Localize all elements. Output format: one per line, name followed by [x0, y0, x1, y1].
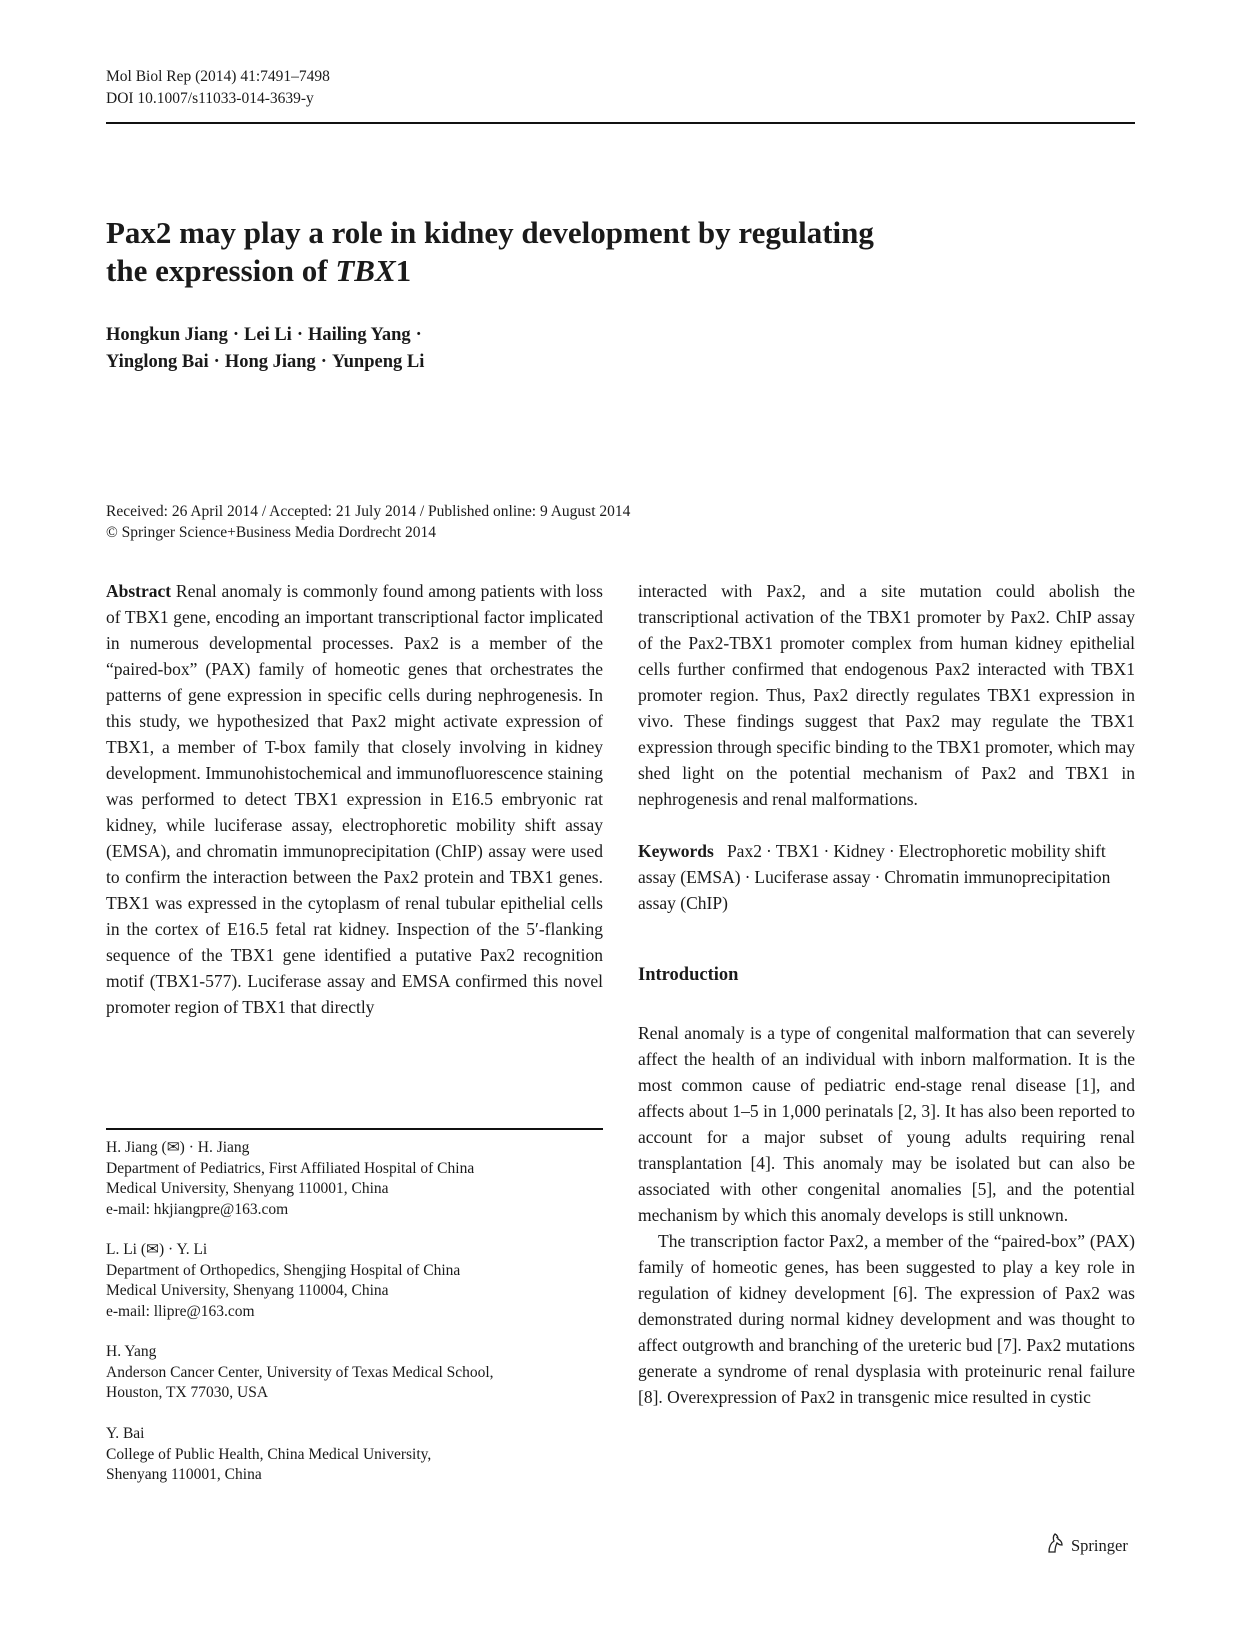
left-column [106, 578, 603, 1020]
keyword: Electrophoretic mobility shift assay (EMSA) [638, 841, 1106, 887]
copyright-line: © Springer Science+Business Media Dordrecht 2014 [106, 523, 437, 541]
introduction-paragraph-2: The transcription factor Pax2, a member of the “paired-box” (PAX) family of homeotic genes, has been suggested to play a key role in regulation of kidney development [6]. The expression of Pax2 was demonstrated during normal kidney development and was thought to affect outgrowth and branching of the ureteric bud [7]. Pax2 mutations generate a syndrome of renal dysplasia with proteinuric renal failure [8]. Overexpression of Pax2 in transgenic mice resulted in cystic [638, 1231, 1135, 1407]
affiliation-names: H. Yang [106, 1343, 157, 1360]
publisher-name: Springer [1071, 1536, 1128, 1555]
footnote-rule [106, 1128, 603, 1130]
author-name[interactable]: Hongkun Jiang [106, 325, 228, 345]
article-title [106, 214, 874, 290]
abstract [106, 578, 603, 1020]
affiliation-names: H. Jiang (✉) · H. Jiang [106, 1139, 250, 1156]
header-rule [106, 122, 1135, 124]
journal-citation: Mol Biol Rep (2014) 41:7491–7498 [106, 68, 330, 85]
doi-link[interactable]: DOI 10.1007/s11033-014-3639-y [106, 90, 314, 107]
affiliation-names: Y. Bai [106, 1425, 145, 1442]
affiliation-line: Anderson Cancer Center, University of Texas Medical School, [106, 1363, 494, 1381]
keywords [638, 838, 1135, 916]
author-separator: · [232, 325, 240, 345]
abstract-continued: interacted with Pax2, and a site mutation could abolish the transcriptional activation of the TBX1 promoter by Pax2. ChIP assay of the Pax2-TBX1 promoter complex from human kidney epithelial cells further confirmed that endogenous Pax2 interacted with TBX1 promoter region. Thus, Pax2 directly regulates TBX1 expression in vivo. These findings suggest that Pax2 may regulate the TBX1 expression through specific binding to the TBX1 promoter, which may shed light on the potential mechanism of Pax2 and TBX1 in nephrogenesis and renal malformations. [638, 581, 1135, 809]
author-line-1 [106, 322, 427, 349]
author-name[interactable]: Hailing Yang [308, 325, 411, 345]
author-separator: · [213, 352, 220, 372]
keyword: Luciferase assay [754, 867, 871, 887]
keyword-separator: · [874, 867, 881, 887]
publication-history [106, 502, 630, 543]
author-list [106, 322, 427, 376]
keyword-separator: · [765, 841, 772, 861]
title-line-1: Pax2 may play a role in kidney development by regulating [106, 215, 874, 250]
affiliation-4 [106, 1424, 431, 1486]
affiliation-email[interactable]: e-mail: llipre@163.com [106, 1302, 255, 1320]
publisher-logo [1045, 1532, 1128, 1560]
affiliation-1 [106, 1138, 474, 1220]
keyword: TBX1 [775, 841, 820, 861]
affiliation-line: Medical University, Shenyang 110001, China [106, 1180, 389, 1197]
keyword: Pax2 [726, 841, 762, 861]
affiliation-line: College of Public Health, China Medical University, [106, 1445, 432, 1463]
keywords-heading: Keywords [638, 841, 714, 861]
springer-horse-icon [1045, 1532, 1065, 1560]
affiliation-line: Department of Pediatrics, First Affiliated Hospital of China [106, 1159, 475, 1177]
introduction-heading: Introduction [638, 965, 739, 985]
introduction-paragraph-1: Renal anomaly is a type of congenital malformation that can severely affect the health of an individual with inborn malformation. It is the most common cause of pediatric end-stage renal disease [1], and affects about 1–5 in 1,000 perinatals [2, 3]. It has also been reported to account for a major subset of young adults requiring renal transplantation [4]. This anomaly may be isolated but can also be associated with other congenital anomalies [5], and the potential mechanism by which this anomaly develops is still unknown. [638, 1023, 1135, 1225]
affiliation-names: L. Li (✉) · Y. Li [106, 1241, 208, 1258]
abstract-heading: Abstract [106, 581, 172, 601]
keyword-separator: · [744, 867, 751, 887]
keyword-separator: · [823, 841, 830, 861]
affiliation-line: Department of Orthopedics, Shengjing Hospital of China [106, 1261, 461, 1279]
affiliation-line: Shenyang 110001, China [106, 1466, 262, 1483]
affiliation-line: Houston, TX 77030, USA [106, 1384, 269, 1401]
affiliation-email[interactable]: e-mail: hkjiangpre@163.com [106, 1200, 289, 1218]
author-name[interactable]: Yunpeng Li [331, 352, 425, 372]
author-separator: · [415, 325, 422, 345]
author-name[interactable]: Yinglong Bai [106, 352, 209, 372]
dates-line: Received: 26 April 2014 / Accepted: 21 July 2014 / Published online: 9 August 2014 [106, 503, 631, 520]
keyword: Kidney [833, 841, 885, 861]
affiliation-2 [106, 1240, 460, 1322]
right-column [638, 578, 1135, 1410]
title-line-2: the expression of TBX1 [106, 253, 412, 288]
keyword-separator: · [888, 841, 895, 861]
author-separator: · [320, 352, 327, 372]
author-name[interactable]: Hong Jiang [224, 352, 316, 372]
abstract-text: Renal anomaly is commonly found among patients with loss of TBX1 gene, encoding an important transcriptional factor implicated in numerous developmental processes. Pax2 is a member of the “paired-box” (PAX) family of homeotic genes that orchestrates the patterns of gene expression in specific cells during nephrogenesis. In this study, we hypothesized that Pax2 might activate expression of TBX1, a member of T-box family that closely involving in kidney development. Immunohistochemical and immunofluorescence staining was performed to detect TBX1 expression in E16.5 embryonic rat kidney, while luciferase assay, electrophoretic mobility shift assay (EMSA), and chromatin immunoprecipitation (ChIP) assay were used to confirm the interaction between the Pax2 protein and TBX1 genes. TBX1 was expressed in the cytoplasm of renal tubular epithelial cells in the cortex of E16.5 fetal rat kidney. Inspection of the 5′-flanking sequence of the TBX1 gene identified a putative Pax2 recognition motif (TBX1-577). Luciferase assay and EMSA confirmed this novel promoter region of TBX1 that directly [106, 581, 603, 1017]
affiliation-line: Medical University, Shenyang 110004, China [106, 1282, 389, 1299]
keyword: Chromatin immunoprecipitation assay (ChIP) [638, 867, 1111, 913]
affiliation-3 [106, 1342, 494, 1404]
author-line-2 [106, 349, 427, 376]
author-separator: · [296, 325, 303, 345]
author-name[interactable]: Lei Li [244, 325, 292, 345]
